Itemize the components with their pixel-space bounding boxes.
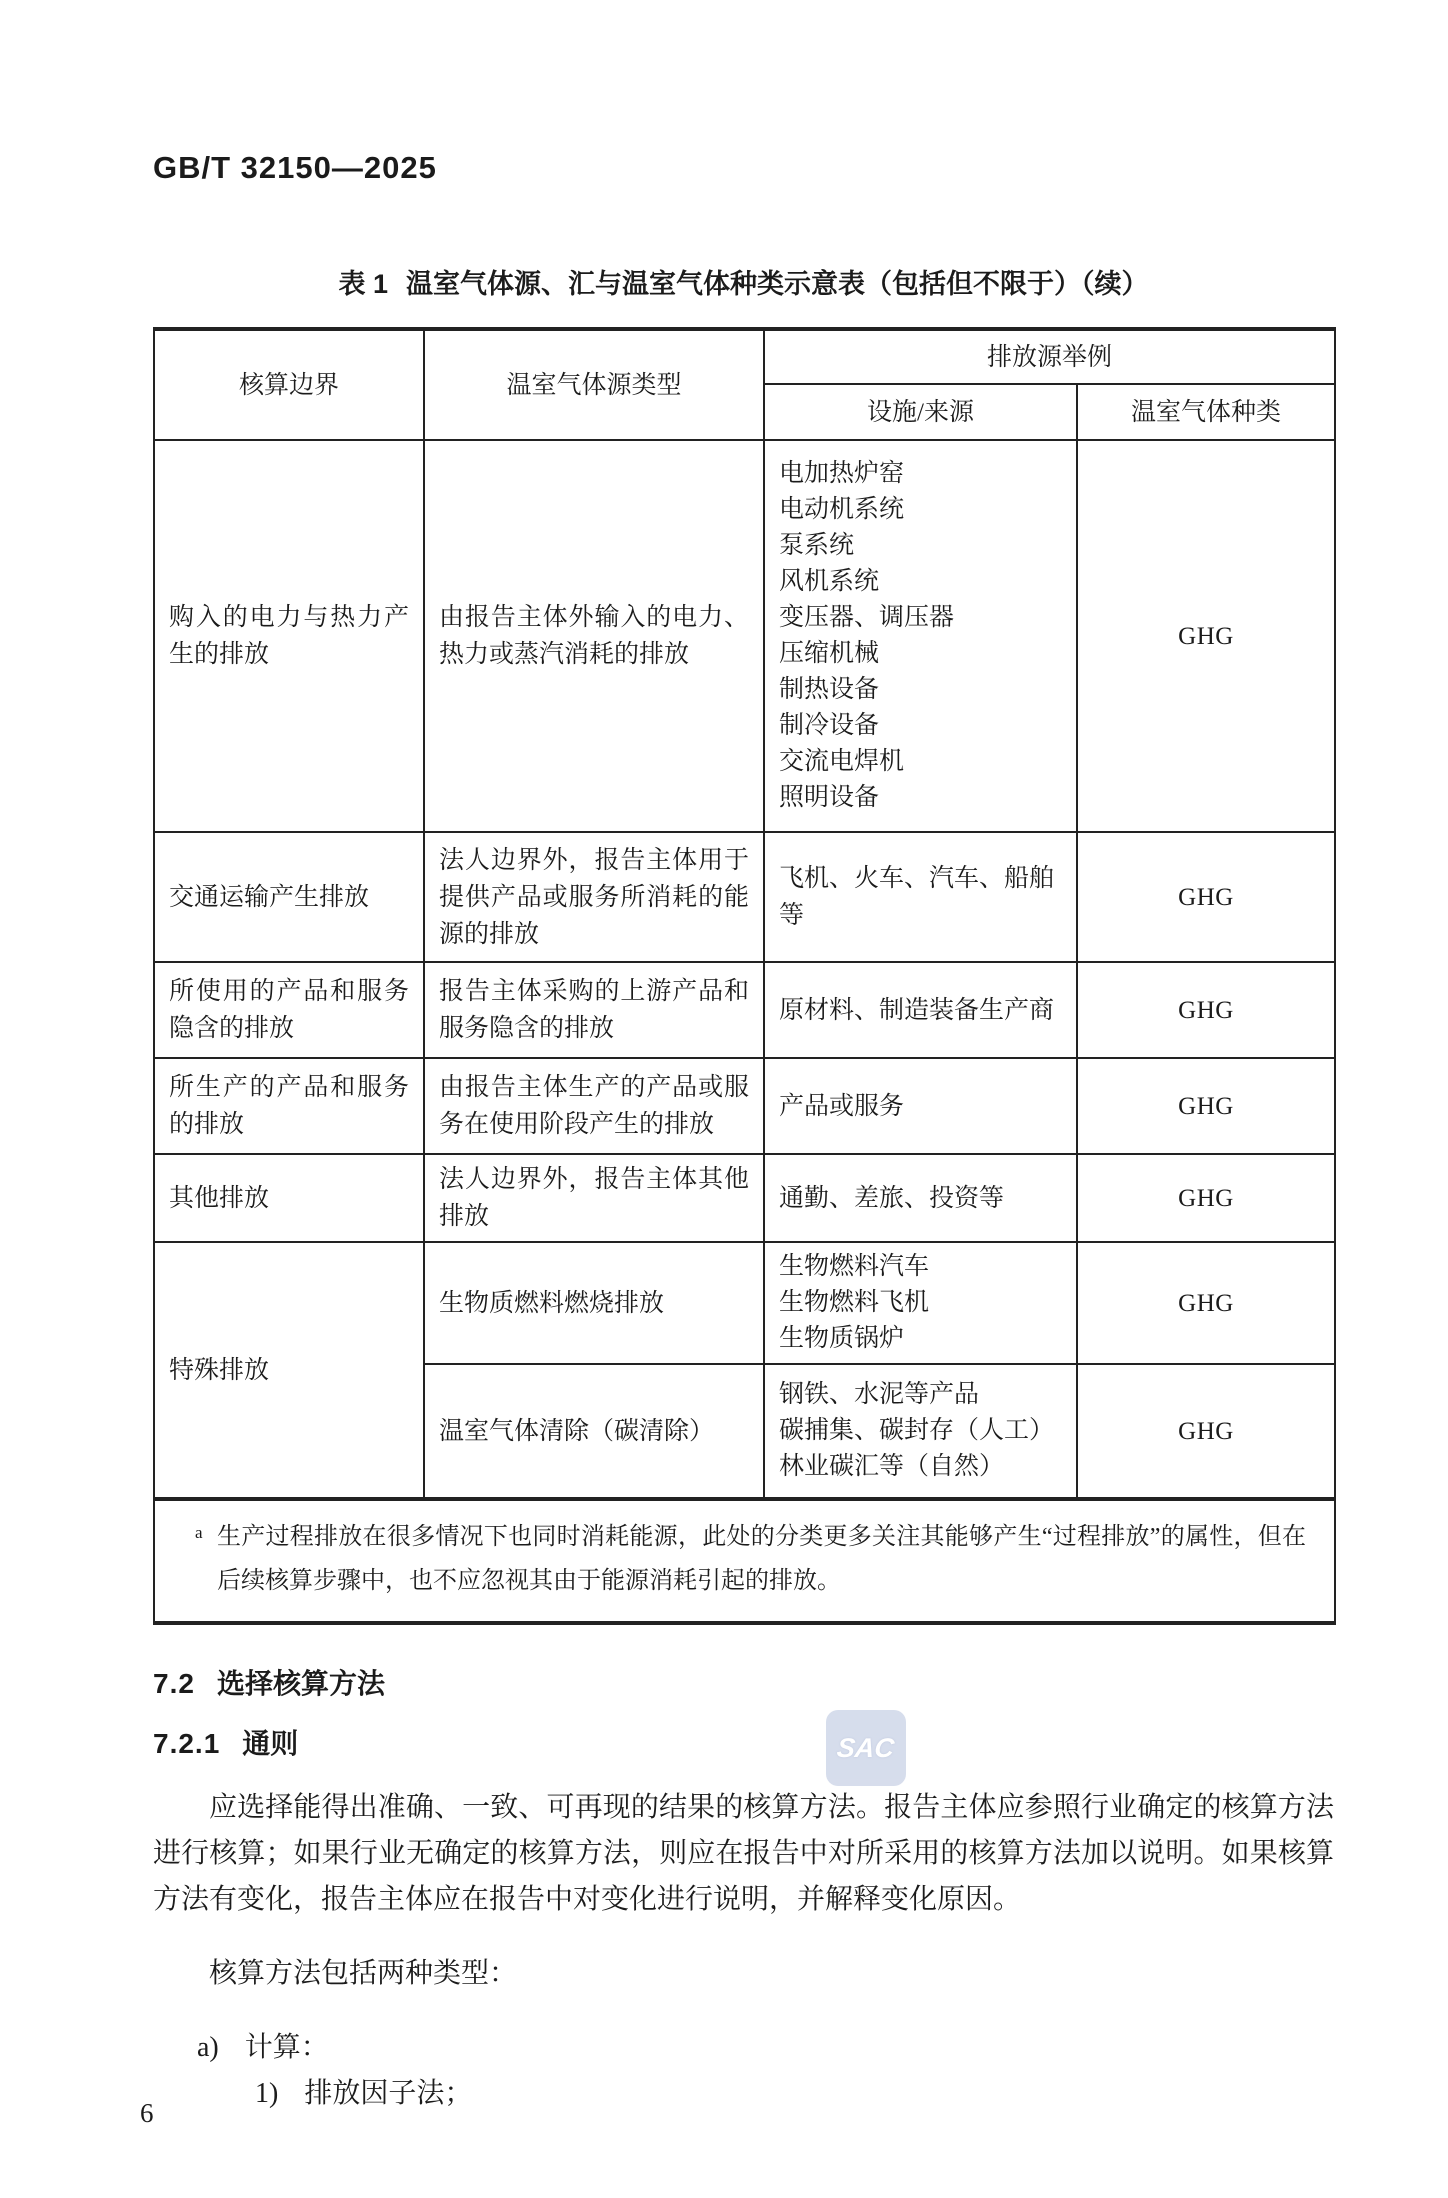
cell-ghg-kind: GHG [1077,1242,1335,1364]
table-row [154,440,1335,832]
section-heading-7-2 [153,1669,1334,1699]
section-number: 7.2.1 [153,1728,221,1759]
facility-item: 泵系统 [779,532,855,559]
cell-facilities: 通勤、差旅、投资等 [764,1154,1077,1242]
cell-ghg-kind: GHG [1077,1154,1335,1242]
facility-item: 制冷设备 [779,712,880,739]
cell-boundary: 所使用的产品和服务隐含的排放 [154,962,424,1058]
cell-ghg-kind: GHG [1077,962,1335,1058]
facility-item: 交流电焊机 [779,748,905,775]
cell-ghg-kind: GHG [1077,1058,1335,1154]
body-paragraph: 核算方法包括两种类型： [209,1958,518,1989]
facility-item: 风机系统 [779,568,880,595]
table-header [154,329,1335,440]
table-title-number: 表 1 [338,269,389,299]
facility-item: 压缩机械 [779,640,880,667]
document-page [0,150,1448,2198]
facility-item: 变压器、调压器 [779,604,955,631]
table-title [153,262,1334,301]
table-row [154,962,1335,1058]
facility-item: 生物质锅炉 [779,1325,905,1352]
cell-facilities: 飞机、火车、汽车、船舶等 [764,832,1077,962]
cell-facilities [764,1364,1077,1499]
header-boundary: 核算边界 [154,329,424,440]
list-marker: 1) [255,2078,279,2109]
table-footnote-cell [154,1499,1335,1623]
list-text: 计算： [244,2032,329,2063]
cell-source-type: 法人边界外，报告主体其他排放 [424,1154,764,1242]
facility-item: 照明设备 [779,784,880,811]
cell-facilities [764,440,1077,832]
cell-source-type: 由报告主体生产的产品或服务在使用阶段产生的排放 [424,1058,764,1154]
page-number: 6 [140,2098,154,2128]
facility-item: 钢铁、水泥等产品 [779,1381,980,1408]
standard-code: GB/T 32150—2025 [153,150,437,185]
cell-boundary: 特殊排放 [154,1242,424,1499]
facility-item: 林业碳汇等（自然） [779,1453,1005,1480]
section-title: 选择核算方法 [216,1668,385,1699]
table-row [154,1242,1335,1364]
facility-item: 电动机系统 [779,496,905,523]
cell-source-type: 温室气体清除（碳清除） [424,1364,764,1499]
cell-facilities: 原材料、制造装备生产商 [764,962,1077,1058]
cell-facilities: 产品或服务 [764,1058,1077,1154]
body-paragraph: 应选择能得出准确、一致、可再现的结果的核算方法。报告主体应参照行业确定的核算方法进行核算；如果行业无确定的核算方法，则应在报告中对所采用的核算方法加以说明。如果核算方法有变化，报告主体应在报告中对变化进行说明，并解释变化原因。 [153,1792,1334,1915]
section-number: 7.2 [153,1668,195,1699]
cell-boundary: 购入的电力与热力产生的排放 [154,440,424,832]
cell-boundary: 所生产的产品和服务的排放 [154,1058,424,1154]
section-title: 通则 [242,1728,299,1759]
footnote-text: 生产过程排放在很多情况下也同时消耗能源，此处的分类更多关注其能够产生“过程排放”的属性，但在后续核算步骤中，也不应忽视其由于能源消耗引起的排放。 [217,1524,1307,1594]
facility-item: 生物燃料汽车 [779,1253,930,1280]
facility-item: 碳捕集、碳封存（人工） [779,1417,1055,1444]
cell-ghg-kind: GHG [1077,440,1335,832]
header-examples: 排放源举例 [764,329,1335,384]
table-row [154,1154,1335,1242]
section-heading-7-2-1 [153,1729,1334,1759]
cell-boundary: 交通运输产生排放 [154,832,424,962]
cell-boundary: 其他排放 [154,1154,424,1242]
list-item-1 [255,2071,1334,2117]
facility-item: 电加热炉窑 [779,460,905,487]
table-footnote-row [154,1499,1335,1623]
table-row [154,832,1335,962]
cell-source-type: 报告主体采购的上游产品和服务隐含的排放 [424,962,764,1058]
footnote-marker: a [195,1523,203,1542]
list-marker: a) [197,2032,219,2063]
facility-item: 制热设备 [779,676,880,703]
cell-source-type: 生物质燃料燃烧排放 [424,1242,764,1364]
cell-source-type: 法人边界外，报告主体用于提供产品或服务所消耗的能源的排放 [424,832,764,962]
header-ghg-kind: 温室气体种类 [1077,384,1335,440]
table-title-text: 温室气体源、汇与温室气体种类示意表（包括但不限于）（续） [406,269,1149,299]
table-row [154,1058,1335,1154]
footnote [195,1515,1307,1603]
cell-facilities [764,1242,1077,1364]
cell-ghg-kind: GHG [1077,832,1335,962]
list-item-a [197,2025,1334,2071]
list-text: 排放因子法； [304,2078,473,2109]
facility-item: 生物燃料飞机 [779,1289,930,1316]
header-facility: 设施/来源 [764,384,1077,440]
page-content [0,150,1448,2117]
ghg-sources-table [153,327,1336,1625]
cell-source-type: 由报告主体外输入的电力、热力或蒸汽消耗的排放 [424,440,764,832]
cell-ghg-kind: GHG [1077,1364,1335,1499]
sac-logo-text: SAC [835,1732,897,1763]
header-source-type: 温室气体源类型 [424,329,764,440]
